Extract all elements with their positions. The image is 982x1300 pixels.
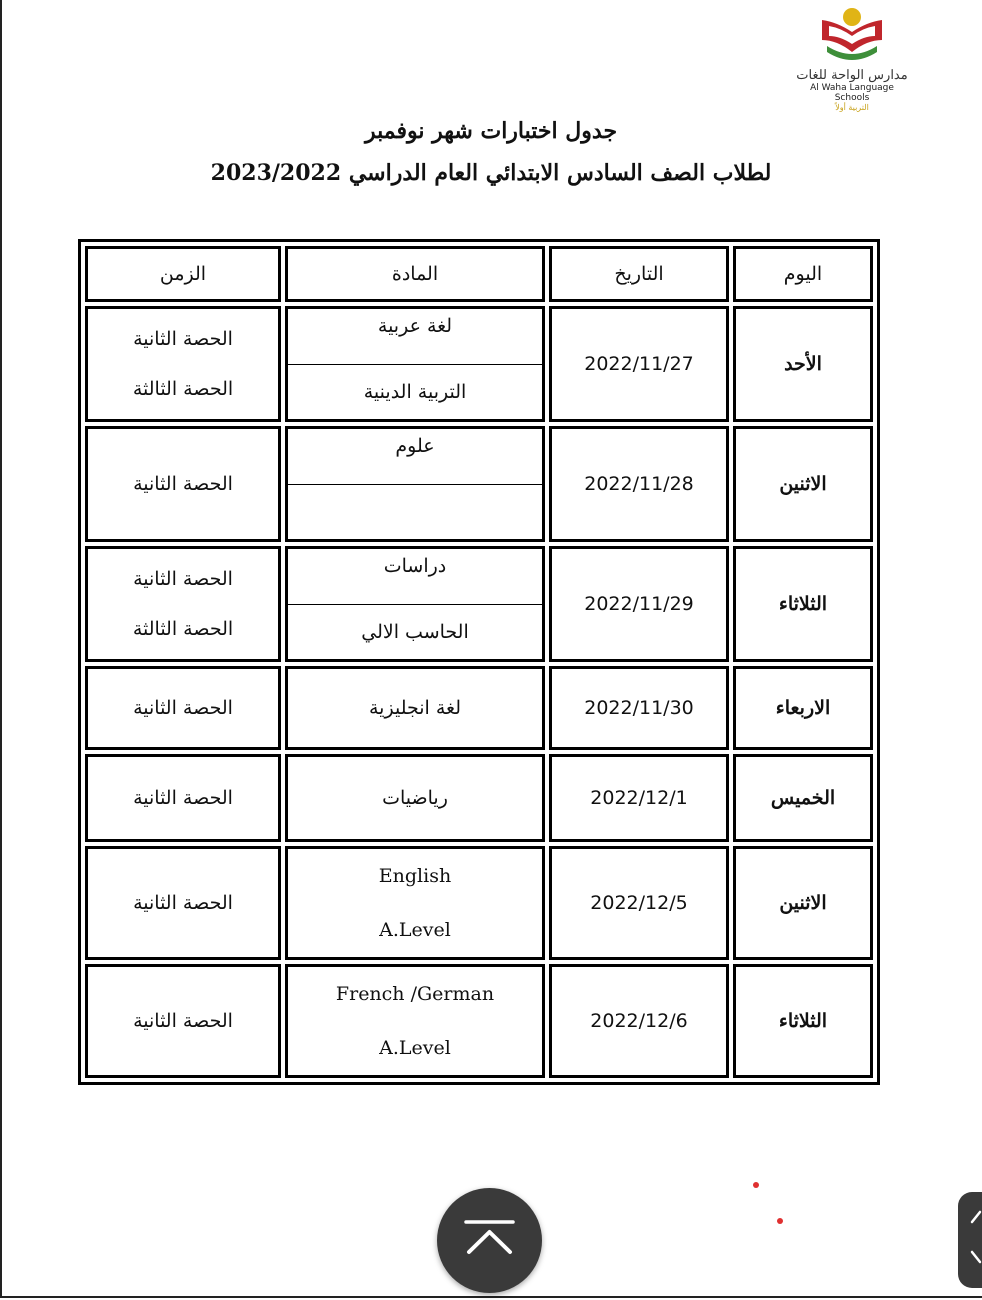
- subject-cell: لغة انجليزية: [285, 666, 545, 750]
- date-cell: 2022/12/5: [549, 846, 729, 960]
- red-dot: [777, 1218, 783, 1224]
- time-cell: [85, 546, 281, 662]
- logo-arabic-name: مدارس الواحة للغات: [796, 68, 908, 83]
- time-entry: الحصة الثانية: [133, 328, 233, 350]
- subject-entry: لغة عربية: [377, 315, 453, 337]
- date-cell: 2022/11/27: [549, 306, 729, 422]
- date-cell: 2022/12/6: [549, 964, 729, 1078]
- chevron-up-icon: [463, 1218, 516, 1258]
- time-cell: الحصة الثانية: [85, 964, 281, 1078]
- day-cell: الثلاثاء: [733, 964, 873, 1078]
- subject-cell: [285, 306, 545, 422]
- subject-entry: [288, 484, 542, 539]
- header-time: الزمن: [85, 246, 281, 302]
- table-row: [85, 666, 873, 750]
- subject-entry: الحاسب الالي: [288, 604, 542, 659]
- table-row: [85, 426, 873, 542]
- exam-schedule-table: [78, 239, 880, 1085]
- subject-entry: A.Level: [379, 1037, 451, 1059]
- date-cell: 2022/12/1: [549, 754, 729, 842]
- time-entry: الحصة الثالثة: [132, 378, 234, 400]
- logo-tagline: التربية أولاً: [835, 103, 869, 112]
- time-entry: الحصة الثانية: [133, 568, 233, 590]
- logo-english-name: Al Waha Language Schools: [810, 83, 894, 103]
- subject-cell: [285, 846, 545, 960]
- school-logo: [792, 6, 912, 116]
- subject-cell: [285, 426, 545, 542]
- school-logo-icon: [817, 6, 887, 66]
- document-subtitle: لطلاب الصف السادس الابتدائي العام الدراسي 2023/2022: [210, 160, 772, 186]
- scroll-to-top-button[interactable]: [437, 1188, 542, 1293]
- time-cell: الحصة الثانية: [85, 846, 281, 960]
- day-cell: الاثنين: [733, 426, 873, 542]
- subject-cell: [285, 964, 545, 1078]
- date-cell: 2022/11/30: [549, 666, 729, 750]
- table-row: [85, 846, 873, 960]
- header-subject: المادة: [285, 246, 545, 302]
- document-title: جدول اختبارات شهر نوفمبر: [364, 118, 618, 144]
- day-cell: الثلاثاء: [733, 546, 873, 662]
- red-dot: [753, 1182, 759, 1188]
- table-row: [85, 546, 873, 662]
- day-cell: الأحد: [733, 306, 873, 422]
- date-cell: 2022/11/29: [549, 546, 729, 662]
- time-cell: الحصة الثانية: [85, 754, 281, 842]
- subject-entry: French /German: [335, 983, 495, 1005]
- subject-entry: علوم: [395, 435, 435, 457]
- day-cell: الاثنين: [733, 846, 873, 960]
- table-row: [85, 754, 873, 842]
- time-cell: الحصة الثانية: [85, 426, 281, 542]
- header-day: اليوم: [733, 246, 873, 302]
- date-cell: 2022/11/28: [549, 426, 729, 542]
- table-row: [85, 964, 873, 1078]
- subject-cell: [285, 546, 545, 662]
- table-row: [85, 306, 873, 422]
- subject-entry: دراسات: [383, 555, 447, 577]
- time-cell: الحصة الثانية: [85, 666, 281, 750]
- chevron-icon: [958, 1192, 982, 1288]
- day-cell: الخميس: [733, 754, 873, 842]
- table-header-row: [85, 246, 873, 302]
- subject-entry: A.Level: [379, 919, 451, 941]
- time-entry: الحصة الثالثة: [132, 618, 234, 640]
- subject-entry: English: [378, 865, 452, 887]
- side-scroll-button[interactable]: [958, 1192, 982, 1288]
- time-cell: [85, 306, 281, 422]
- day-cell: الاربعاء: [733, 666, 873, 750]
- subject-entry: التربية الدينية: [288, 364, 542, 419]
- header-date: التاريخ: [549, 246, 729, 302]
- subject-cell: رياضيات: [285, 754, 545, 842]
